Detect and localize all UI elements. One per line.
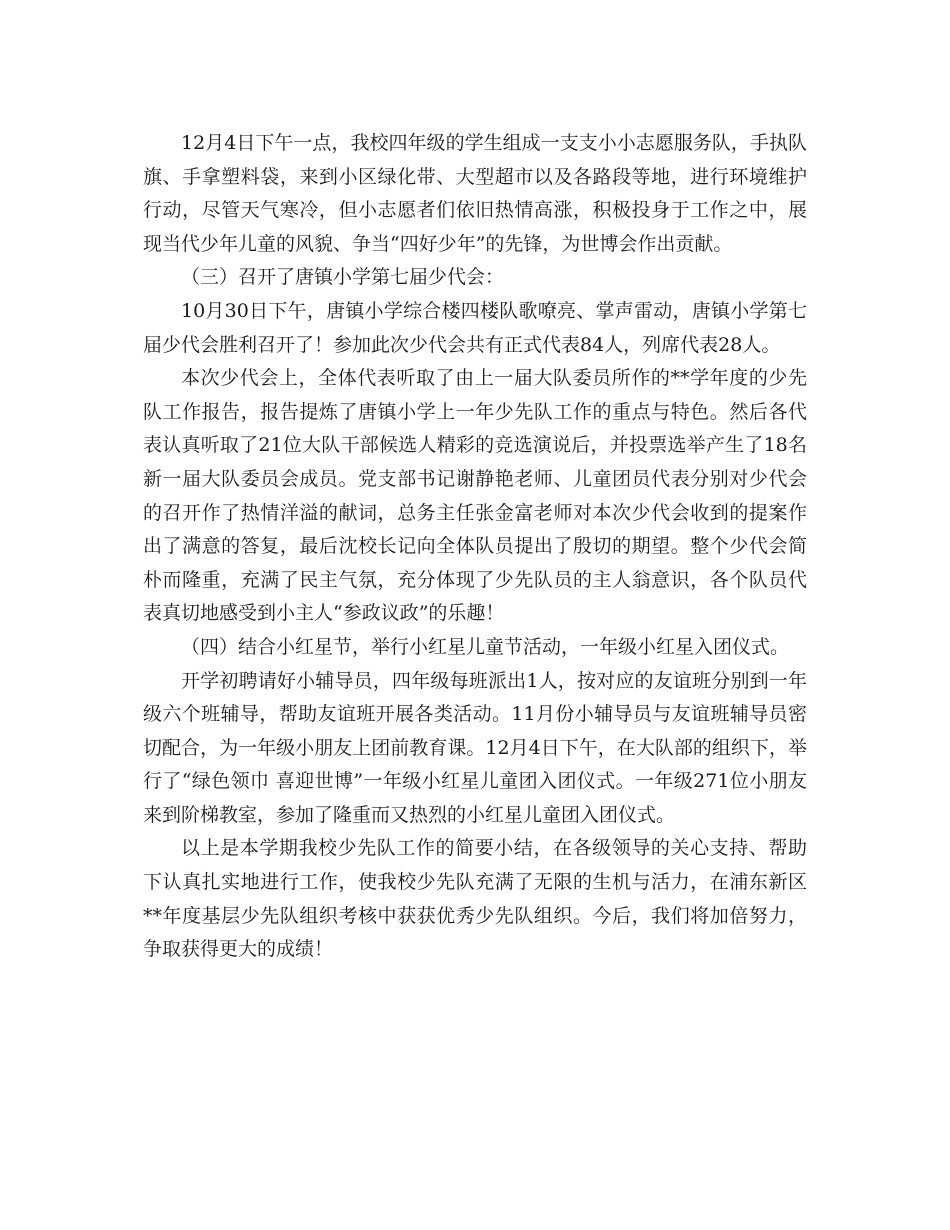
paragraph-little-red-star: 开学初聘请好小辅导员，四年级每班派出1人，按对应的友谊班分别到一年级六个班辅导，帮助友谊班开展各类活动。11月份小辅导员与友谊班辅导员密切配合，为一年级小朋友上团前教育课。12月4日下午，在大队部的组织下，举行了“绿色领巾 喜迎世博”一年级小红星儿童团入团仪式。一年级271位小朋友来到阶梯教室，参加了隆重而又热烈的小红星儿童团入团仪式。 — [143, 669, 807, 826]
paragraph-summary: 以上是本学期我校少先队工作的简要小结，在各级领导的关心支持、帮助下认真扎实地进行工作，使我校少先队充满了无限的生机与活力，在浦东新区**年度基层少先队组织考核中获获优秀少先队组织。今后，我们将加倍努力，争取获得更大的成绩！ — [143, 837, 807, 961]
document-body — [143, 127, 807, 967]
paragraph-congress-opening: 10月30日下午，唐镇小学综合楼四楼队歌嘹亮、掌声雷动，唐镇小学第七届少代会胜利召开了！参加此次少代会共有正式代表84人，列席代表28人。 — [143, 299, 807, 356]
paragraph-congress-details: 本次少代会上，全体代表听取了由上一届大队委员所作的**学年度的少先队工作报告，报告提炼了唐镇小学上一年少先队工作的重点与特色。然后各代表认真听取了21位大队干部候选人精彩的竞选演说后，并投票选举产生了18名新一届大队委员会成员。党支部书记谢静艳老师、儿童团员代表分别对少代会的召开作了热情洋溢的献词，总务主任张金富老师对本次少代会收到的提案作出了满意的答复，最后沈校长记向全体队员提出了殷切的期望。整个少代会简朴而隆重，充满了民主气氛，充分体现了少先队员的主人翁意识，各个队员代表真切地感受到小主人“参政议政”的乐趣！ — [143, 367, 807, 625]
paragraph-volunteer-activity: 12月4日下午一点，我校四年级的学生组成一支支小小志愿服务队，手执队旗、手拿塑料袋，来到小区绿化带、大型超市以及各路段等地，进行环境维护行动，尽管天气寒冷，但小志愿者们依旧热情高涨，积极投身于工作之中，展现当代少年儿童的风貌、争当“四好少年”的先锋，为世博会作出贡献。 — [143, 132, 807, 255]
section-heading-3: （三）召开了唐镇小学第七届少代会： — [181, 266, 505, 289]
section-heading-4: （四）结合小红星节，举行小红星儿童节活动，一年级小红星入团仪式。 — [181, 635, 790, 658]
